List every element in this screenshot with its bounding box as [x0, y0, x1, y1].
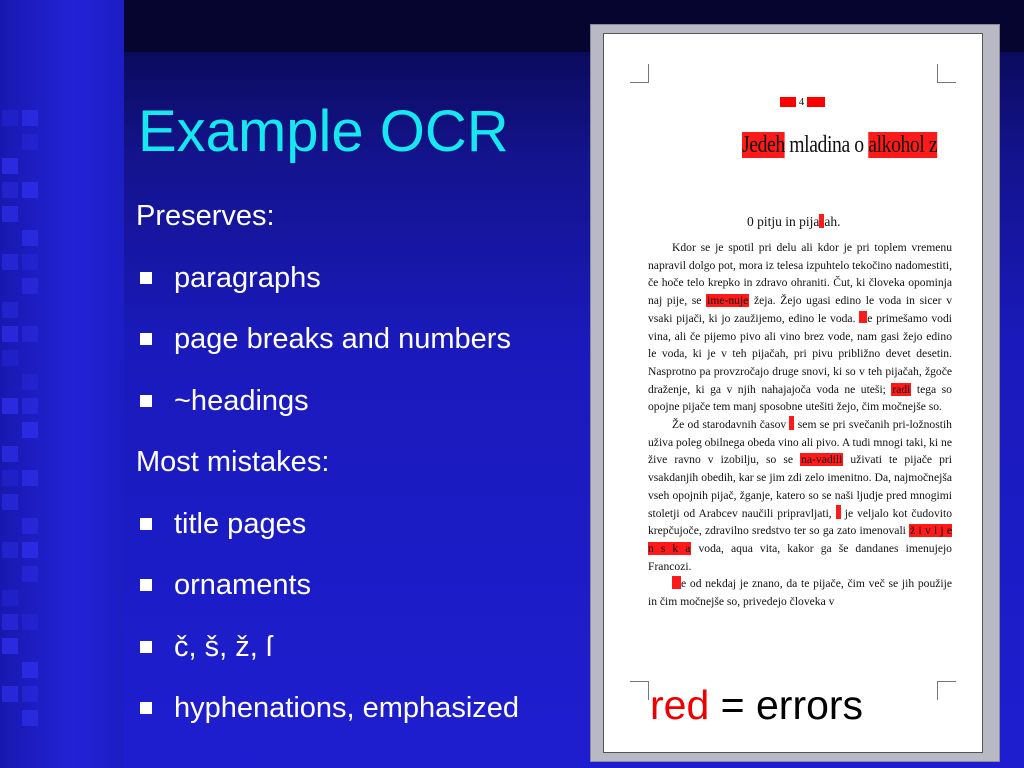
- error-highlight: [807, 97, 825, 107]
- decorative-square: [2, 614, 18, 630]
- scanned-page: [603, 33, 983, 753]
- decorative-square: [2, 686, 18, 702]
- decorative-square: [2, 182, 18, 198]
- list-item: ornaments: [136, 567, 596, 629]
- bullet-icon: [140, 395, 152, 407]
- ocr-figure: [590, 24, 1000, 762]
- decorative-square: [22, 134, 38, 150]
- decorative-square: [22, 566, 38, 582]
- error-highlight: ž i v l j e n s k a: [648, 524, 952, 555]
- decorative-square: [2, 446, 18, 462]
- paragraph: Kdor se je spotil pri delu ali kdor je pri toplem vremenu napravil dolgo pot, mora iz telesa izpuhtelo tekočino nadomestiti, če hoče telo krepko in zdravo ohraniti. Čut, ki človeka opominja naj pije, se ime-nuje žeja. Žejo ugasi edino le voda in sicer v vsaki pijači, ki jo zaužijemo, edino le voda. e primešamo vodi vina, ali če pijemo pivo ali vino brez vode, nam gasi žejo edino le voda, ki je v teh pijačah, pri pivu približno devet desetin. Nasprotno pa provzročajo druge snovi, ki so v teh pijačah, žgoče draženje, ki ga v njih nahajajoča voda ne uteši; radi tega so opojne pijače tem manj sposobne utešiti žejo, čim močnejše so.: [648, 241, 952, 414]
- decorative-square: [22, 230, 38, 246]
- decorative-square: [2, 350, 18, 366]
- bullet-icon: [140, 333, 152, 345]
- decorative-square: [22, 254, 38, 270]
- error-highlight: alkohol z: [868, 132, 938, 158]
- decorative-square: [2, 494, 18, 510]
- bullet-icon: [140, 579, 152, 591]
- decorative-square: [2, 638, 18, 654]
- decorative-square: [22, 686, 38, 702]
- error-highlight: radi: [892, 382, 911, 396]
- list-item: page breaks and numbers: [136, 321, 596, 383]
- bullet-list: [136, 198, 596, 752]
- document-body: [648, 239, 952, 611]
- bullet-icon: [140, 518, 152, 530]
- decorative-square: [22, 614, 38, 630]
- list-heading: Most mistakes:: [136, 446, 330, 478]
- list-item: title pages: [136, 506, 596, 568]
- decorative-square: [22, 110, 38, 126]
- crop-mark: [937, 64, 956, 83]
- error-highlight: [836, 505, 841, 519]
- decorative-square: [2, 110, 18, 126]
- error-highlight: [672, 576, 681, 589]
- paragraph: e od nekdaj je znano, da te pijače, čim več se jih použije in čim močnejše so, privedejo človeka v: [648, 577, 952, 609]
- error-highlight: [780, 97, 796, 107]
- crop-mark: [630, 681, 649, 700]
- bullet-icon: [140, 702, 152, 714]
- crop-mark: [630, 64, 649, 83]
- decorative-square: [22, 374, 38, 390]
- decorative-square: [22, 182, 38, 198]
- decorative-square: [22, 278, 38, 294]
- decorative-square: [22, 518, 38, 534]
- decorative-square: [2, 590, 18, 606]
- decorative-square: [2, 158, 18, 174]
- bullet-icon: [140, 272, 152, 284]
- decorative-square: [22, 710, 38, 726]
- slide-title: Example OCR: [138, 99, 509, 164]
- decorative-square: [2, 326, 18, 342]
- crop-mark: [937, 681, 956, 700]
- list-item: ~headings: [136, 383, 596, 445]
- error-highlight: Jedeh: [742, 132, 785, 158]
- decorative-square: [22, 326, 38, 342]
- document-subheading: 0 pitju in pija ah.: [747, 214, 841, 229]
- decorative-squares: [2, 110, 62, 740]
- list-item: hyphenations, emphasized: [136, 690, 596, 752]
- decorative-square: [2, 254, 18, 270]
- decorative-square: [2, 302, 18, 318]
- page-number: 4: [780, 96, 825, 108]
- legend-caption: red = errors: [650, 682, 864, 728]
- decorative-square: [2, 206, 18, 222]
- bullet-icon: [140, 641, 152, 653]
- decorative-square: [22, 470, 38, 486]
- paragraph: Že od starodavnih časov sem se pri svečanih pri-ložnostih uživa poleg obilnega obeda vino ali pivo. A tudi mnogi taki, ki ne žive ravno v izobilju, so se na-vadili uživati te pijače pri vsakdanjih obedih, kar se jim zdi zelo imenitno. Da, najmočnejša vseh opojnih pijač, žganje, katero so se naši ljudje pred mnogimi stoletji od Arabcev naučili pripravljati, je veljalo kot čudovito krepčujoče, zdravilno sredstvo ter so ga zato imenovali ž i v l j e n s k a voda, aqua vita, kakor ga še dandanes imenujejo Francozi.: [648, 418, 953, 573]
- document-heading: Jedeh mladina o alkohol z: [742, 132, 938, 158]
- decorative-square: [2, 470, 18, 486]
- decorative-square: [2, 542, 18, 558]
- decorative-square: [22, 398, 38, 414]
- error-highlight: na-vadili: [801, 453, 843, 467]
- decorative-square: [22, 542, 38, 558]
- error-highlight: ime-nuje: [707, 294, 749, 308]
- error-highlight: [789, 416, 794, 430]
- decorative-square: [22, 422, 38, 438]
- decorative-square: [2, 398, 18, 414]
- list-heading: Preserves:: [136, 200, 275, 232]
- list-item: č, š, ž, ſ: [136, 629, 596, 691]
- list-item: paragraphs: [136, 260, 596, 322]
- decorative-square: [22, 662, 38, 678]
